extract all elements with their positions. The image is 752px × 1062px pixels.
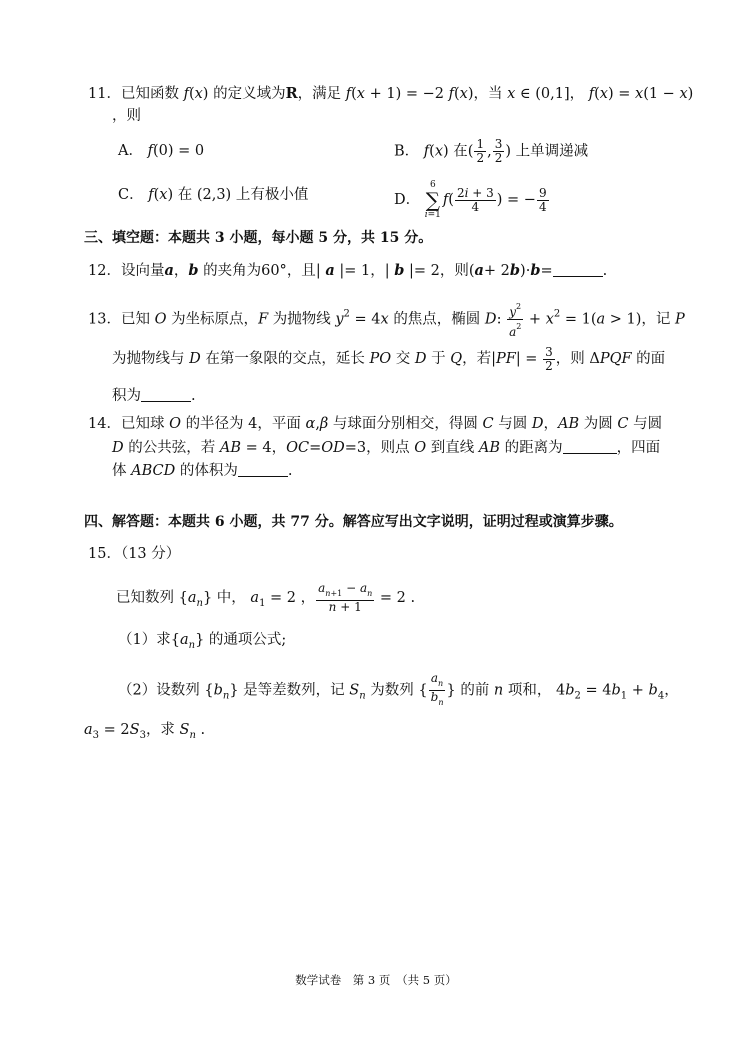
option-c-label: C． <box>118 187 144 203</box>
frac-2i-plus-3-over-4: $\frac{2i + 3}{4}$ <box>456 185 494 214</box>
q11-text: 已知函数 <box>120 86 179 102</box>
q15-part2-text-c: 为数列 <box>370 682 414 699</box>
q13-line2: 为抛物线与 D 在第一象限的交点，延长 PO 交 D 于 Q，若|PF| = $\frac{3}{2}$ ，则 ΔPQF 的面 <box>112 344 666 373</box>
math-fx: f <box>183 86 189 102</box>
q11-line1: 11．已知函数 f(x) 的定义域为R，满足 f(x + 1) = −2 f(x)，当 x ∈ (0,1]， f(x) = x(1 − x) <box>88 85 694 102</box>
q13-text-j: ，若 <box>462 351 492 367</box>
q13-text-l: 的面 <box>636 351 666 367</box>
q14-line3: 体 ABCD 的体积为 . <box>112 463 293 479</box>
frac-an-over-bn: $\frac{a_n}{b_n}$ <box>430 671 444 707</box>
q14-text-k: ，四面 <box>616 440 661 456</box>
q11-number: 11． <box>88 86 121 102</box>
q11-option-d: D． 6 ∑ i=1f( $\frac{2i + 3}{4}$ ) = − $\frac{9}{4}$ <box>394 180 547 220</box>
q15-text-a: 已知数列 <box>116 590 174 606</box>
summation-symbol: 6 ∑ i=1 <box>424 180 441 220</box>
q12-text-a: 设向量 <box>120 263 165 279</box>
option-b-text: 在 <box>453 143 468 160</box>
q14-text-j: 的距离为 <box>504 440 563 456</box>
section-4-heading: 四、解答题：本题共 6 小题，共 77 分。解答应写出文字说明，证明过程或演算步骤。 <box>84 514 623 530</box>
q13-text-c: 为抛物线 <box>272 311 331 328</box>
q14-text-h: ，则点 <box>366 440 410 456</box>
q13-text-m: 积为 <box>112 388 141 404</box>
q13-line3: 积为 . <box>112 388 196 404</box>
q14-line2: D 的公共弦，若 AB = 4，OC=OD=3，则点 O 到直线 AB 的距离为 ，四面 <box>112 440 661 456</box>
q11-line2: ，则 <box>112 108 141 124</box>
q14-text-g: 的公共弦，若 <box>128 440 216 456</box>
q14-text-d: 与圆 <box>498 416 528 432</box>
frac-9-4: $\frac{9}{4}$ <box>538 185 547 214</box>
q15-given: 已知数列 $\{a_n\}$ 中， $a_1 = 2$ ， $\frac{a_{n+1} - a_n}{n + 1}$ = 2 . <box>116 581 416 614</box>
q13-text-g: 在第一象限的交点，延长 <box>205 351 365 367</box>
answer-blank[interactable] <box>553 262 603 277</box>
q11-option-b: B． f(x) 在( $\frac{1}{2}$ , $\frac{3}{2}$ ) 上单调递减 <box>394 137 589 165</box>
q12-line: 12．设向量a，b 的夹角为60°，且| a |= 1，| b |= 2，则(a+ 2b)·b= . <box>88 262 608 279</box>
q11-text-c: ，满足 <box>297 86 342 102</box>
q13-text-h: 交 <box>395 351 411 367</box>
q14-line1: 14．已知球 O 的半径为 4，平面 α,β 与球面分别相交，得圆 C 与圆 D，AB 为圆 C 与圆 <box>88 416 663 432</box>
q11-text-e: ， <box>569 86 585 102</box>
option-a-label: A． <box>118 143 143 159</box>
q15-part2-text-a: （2）设数列 <box>118 682 200 699</box>
answer-blank[interactable] <box>141 387 191 402</box>
option-b-label: B． <box>394 143 420 160</box>
q13-line1: 13．已知 O 为坐标原点，F 为抛物线 $y^2 = 4x$ 的焦点，椭圆 D: $\frac{y^2}{a^2}$ + $x^2 = 1(a > 1)$，记 P <box>88 302 685 339</box>
q13-text-b: 为坐标原点， <box>171 311 259 328</box>
set-R: R <box>285 85 298 102</box>
option-c-text: 在 <box>177 187 193 203</box>
q14-text-b: 的半径为 4，平面 <box>185 416 301 432</box>
q15-part2-text-d: 的前 <box>460 682 490 699</box>
q11-option-a: A． f(0) = 0 <box>118 143 205 159</box>
q14-text-e: 为圆 <box>583 416 613 432</box>
q15-last-text: ，求 <box>145 722 175 738</box>
q13-text-i: 于 <box>431 351 446 367</box>
page-footer: 数学试卷 第 3 页 （共 5 页） <box>295 973 457 987</box>
q12-text-c: ，且 <box>286 263 316 279</box>
q14-text-a: 已知球 <box>120 416 165 432</box>
option-c-text-post: 上有极小值 <box>235 187 309 203</box>
q14-text-c: 与球面分别相交，得圆 <box>332 416 478 432</box>
frac-recurrence: $\frac{a_{n+1} - a_n}{n + 1}$ <box>318 581 373 614</box>
q15-part1-text-a: （1）求 <box>118 632 171 648</box>
frac-3-2-q13: $\frac{3}{2}$ <box>545 344 553 373</box>
q14-text-f: 与圆 <box>633 416 663 432</box>
q15-part1-text-b: 的通项公式; <box>208 632 287 648</box>
q15-last-line: $a_3 = 2S_3$，求 $S_n$ . <box>84 722 206 741</box>
q15-number: 15．（13 分） <box>88 546 181 562</box>
q13-text-d: 的焦点，椭圆 <box>393 311 481 328</box>
q13-text-k: ，则 <box>555 351 585 367</box>
q14-text-l: 体 <box>112 463 127 479</box>
frac-y2-over-a2: $\frac{y^2}{a^2}$ <box>509 302 522 339</box>
frac-3-2: $\frac{3}{2}$ <box>494 137 503 165</box>
option-d-label: D． <box>394 192 421 208</box>
q13-text-f: 为抛物线与 <box>112 351 185 367</box>
q11-text-d: ，当 <box>473 86 503 102</box>
option-b-text-post: 上单调递减 <box>515 143 589 160</box>
section-3-heading: 三、填空题：本题共 3 小题，每小题 5 分，共 15 分。 <box>84 230 433 246</box>
q13-number: 13． <box>88 311 121 328</box>
answer-blank[interactable] <box>238 462 288 477</box>
q12-text-b: 的夹角为 <box>203 263 262 279</box>
q11-option-c: C． f(x) 在 (2,3) 上有极小值 <box>118 187 309 203</box>
frac-1-2: $\frac{1}{2}$ <box>476 137 485 165</box>
q13-text-e: ，记 <box>641 311 671 328</box>
q14-text-m: 的体积为 <box>179 463 238 479</box>
q15-part2-text-b: 是等差数列，记 <box>243 682 345 699</box>
q14-text-i: 到直线 <box>430 440 475 456</box>
q15-part2-text-e: 项和， <box>507 682 552 699</box>
q12-text-d: ，则 <box>439 263 469 279</box>
q15-text-b: 中， <box>216 590 246 606</box>
q15-part1: （1）求$\{a_n\}$ 的通项公式; <box>118 632 287 651</box>
q11-text-b: 的定义域为 <box>213 86 286 102</box>
q13-text-a: 已知 <box>120 311 150 328</box>
q15-part2: （2）设数列 $\{b_n\}$ 是等差数列，记 $S_n$ 为数列 { $\frac{a_n}{b_n}$ } 的前 n 项和， $4b_2 = 4b_1 + b_4$， <box>118 671 679 707</box>
q12-number: 12． <box>88 263 121 279</box>
q14-number: 14． <box>88 416 121 432</box>
answer-blank[interactable] <box>563 439 617 454</box>
